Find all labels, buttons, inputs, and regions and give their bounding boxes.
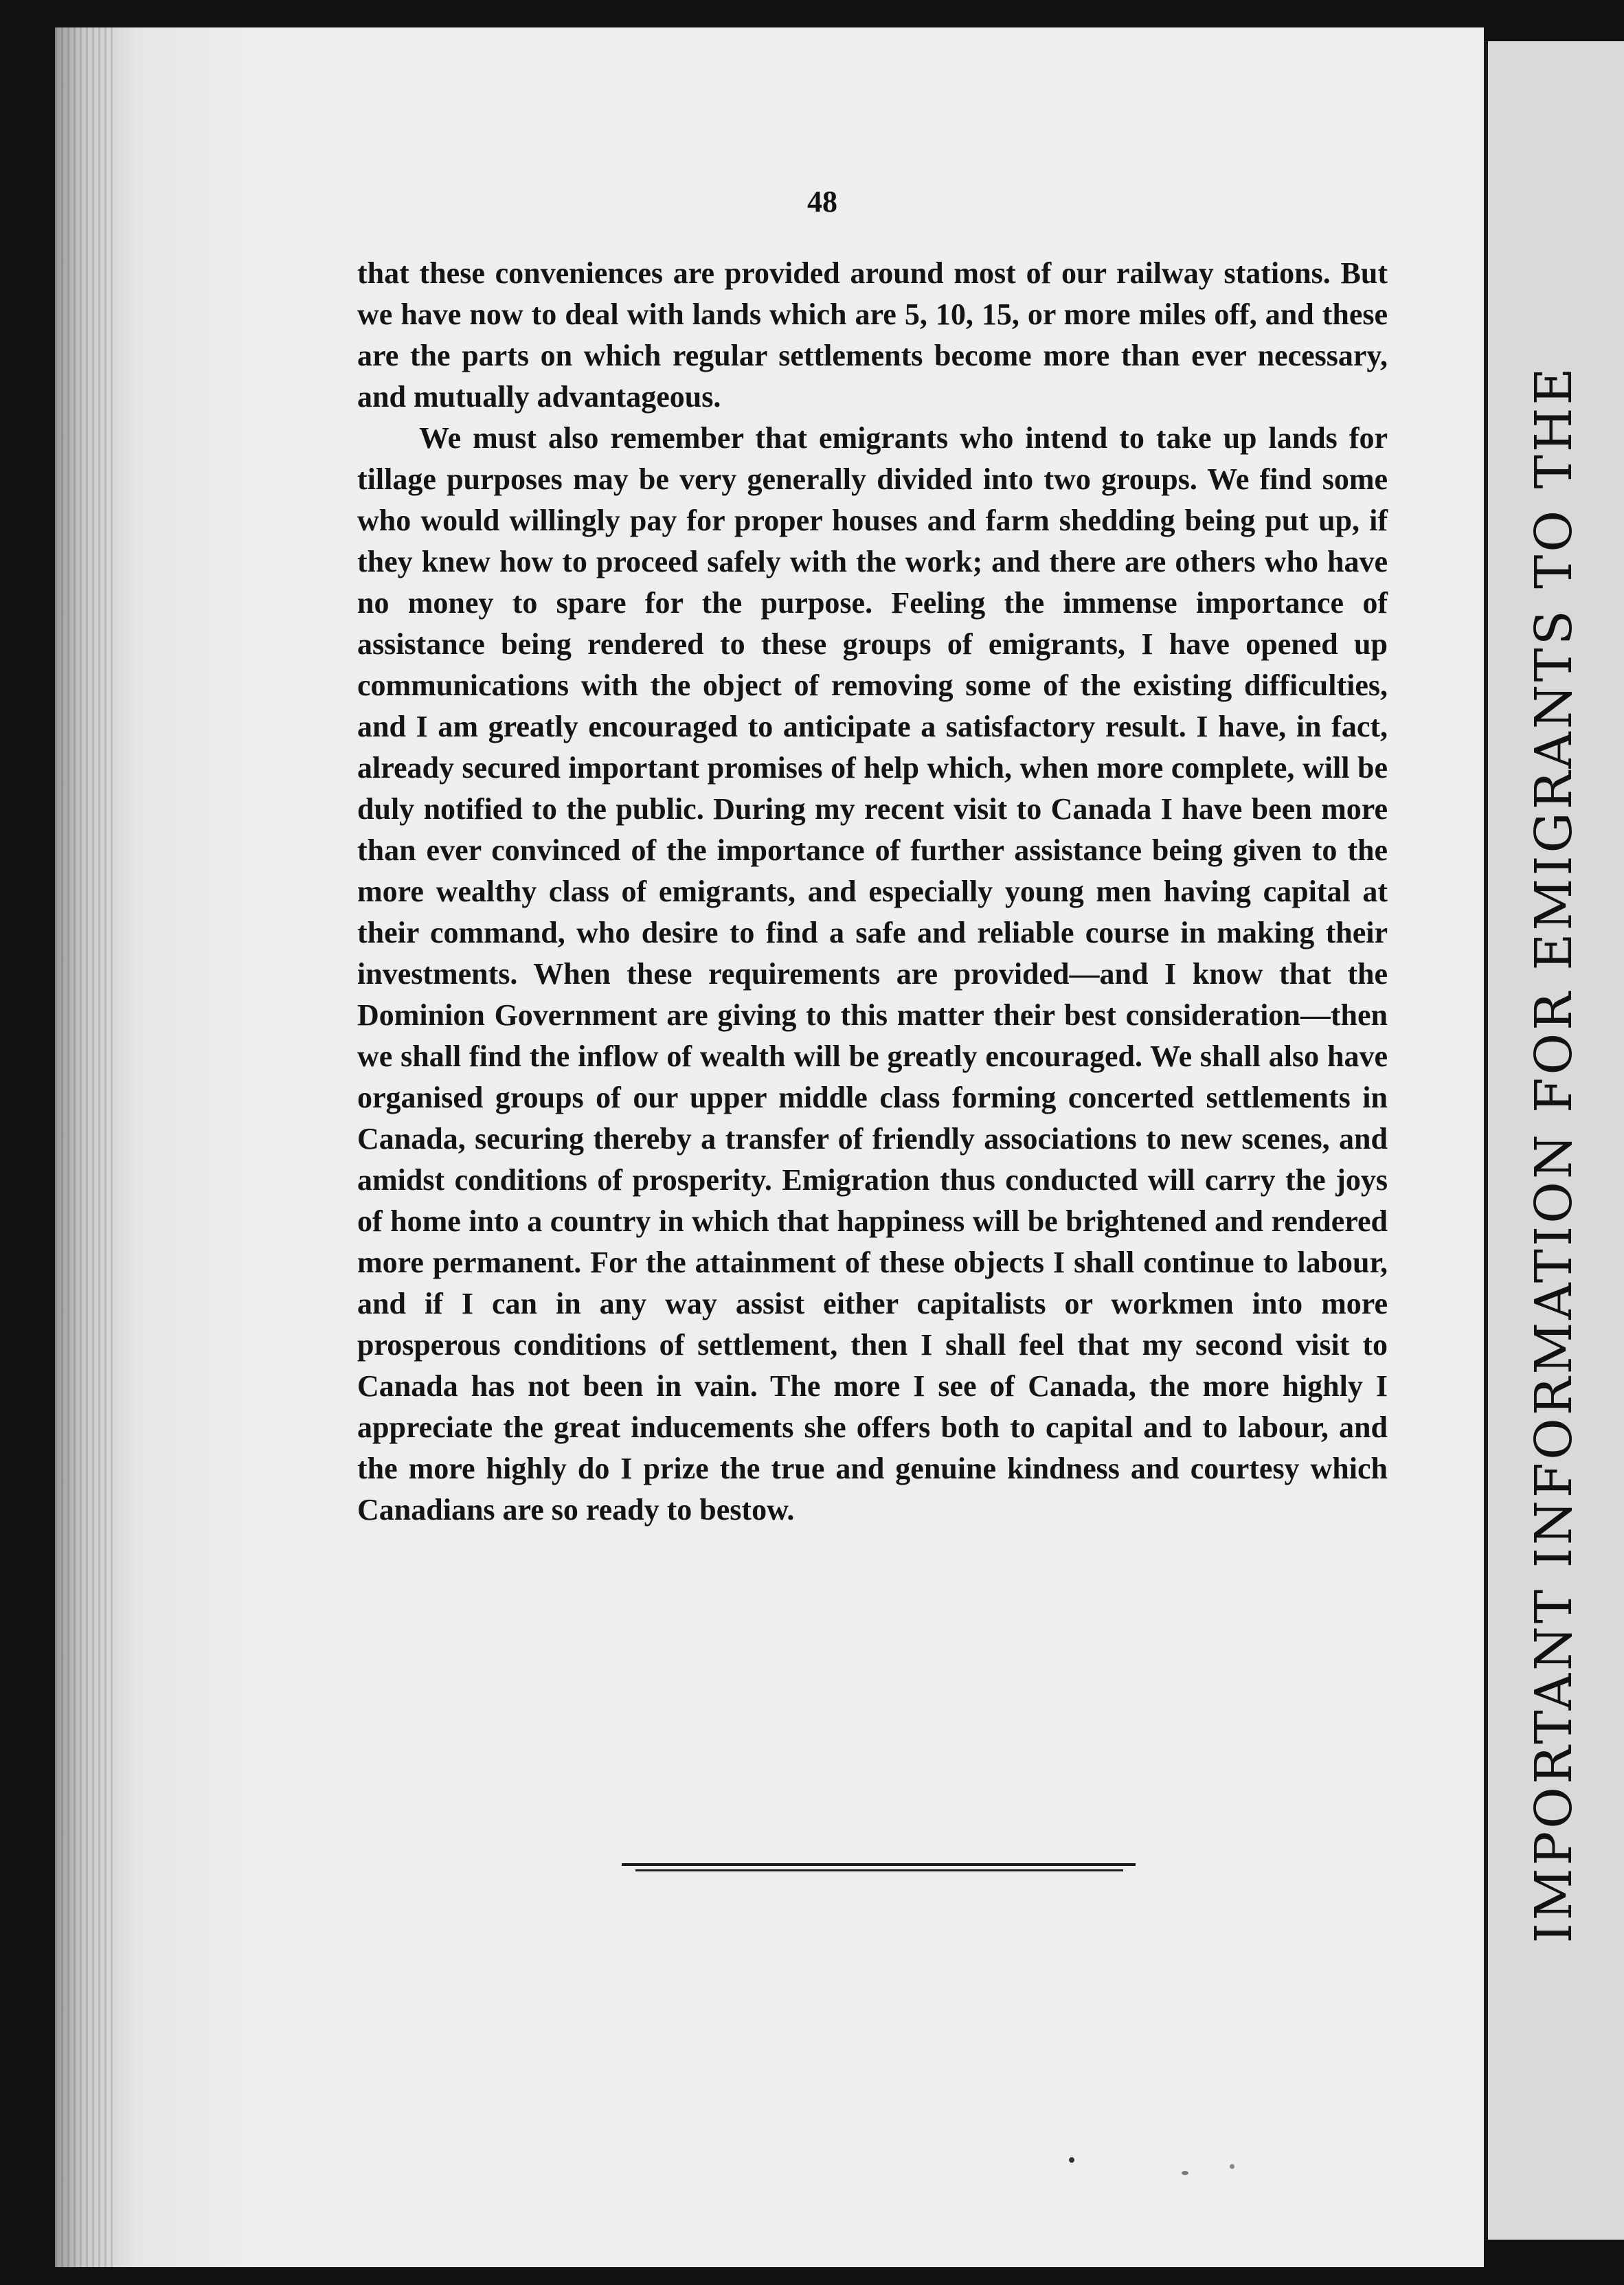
paragraph-1: that these conveniences are provided around most of our railway stations. But we have now to deal with lands which are 5, 10, 15, or more miles off, and these are the parts on which regular settlements become more than ever necessary, and mutually advantageous. (357, 256, 1388, 414)
page-number: 48 (807, 185, 837, 218)
spine-title: IMPORTANT INFORMATION FOR EMIGRANTS TO THE (1524, 365, 1583, 1944)
scan-speck (1182, 2171, 1188, 2175)
body-text (357, 253, 1388, 1531)
scan-speck (1069, 2157, 1074, 2163)
rule-line-bottom (635, 1869, 1123, 1871)
paragraph-2: We must also remember that emigrants who intend to take up lands for tillage purposes may be very generally divided into two groups. We find some who would willingly pay for proper houses and farm shedding being put up, if they knew how to proceed safely with the work; and there are others who have no money to spare for the purpose. Feeling the immense importance of assistance being rendered to these groups of emigrants, I have opened up communications with the object of removing some of the existing difficulties, and I am greatly encouraged to anticipate a satisfactory result. I have, in fact, already secured important promises of help which, when more complete, will be duly notified to the public. During my recent visit to Canada I have been more than ever convinced of the importance of further assistance being given to the more wealthy class of emigrants, and especially young men having capital at their command, who desire to find a safe and reliable course in making their investments. When these requirements are provided—and I know that the Dominion Government are giving to this matter their best consideration—then we shall find the inflow of wealth will be greatly encouraged. We shall also have organised groups of our upper middle class forming concerted settlements in Canada, securing thereby a transfer of friendly associations to new scenes, and amidst conditions of prosperity. Emigration thus conducted will carry the joys of home into a country in which that happiness will be brightened and rendered more permanent. For the attainment of these objects I shall continue to labour, and if I can in any way assist either capitalists or workmen into more prosperous conditions of settlement, then I shall feel that my second visit to Canada has not been in vain. The more I see of Canada, the more highly I appreciate the great inducements she offers both to capital and to labour, and the more highly do I prize the true and genuine kindness and courtesy which Canadians are so ready to bestow. (357, 421, 1388, 1527)
page-gutter (55, 27, 117, 2267)
section-end-rule (622, 1863, 1136, 1873)
rule-line-top (622, 1863, 1136, 1866)
scan-speck (1230, 2164, 1234, 2169)
